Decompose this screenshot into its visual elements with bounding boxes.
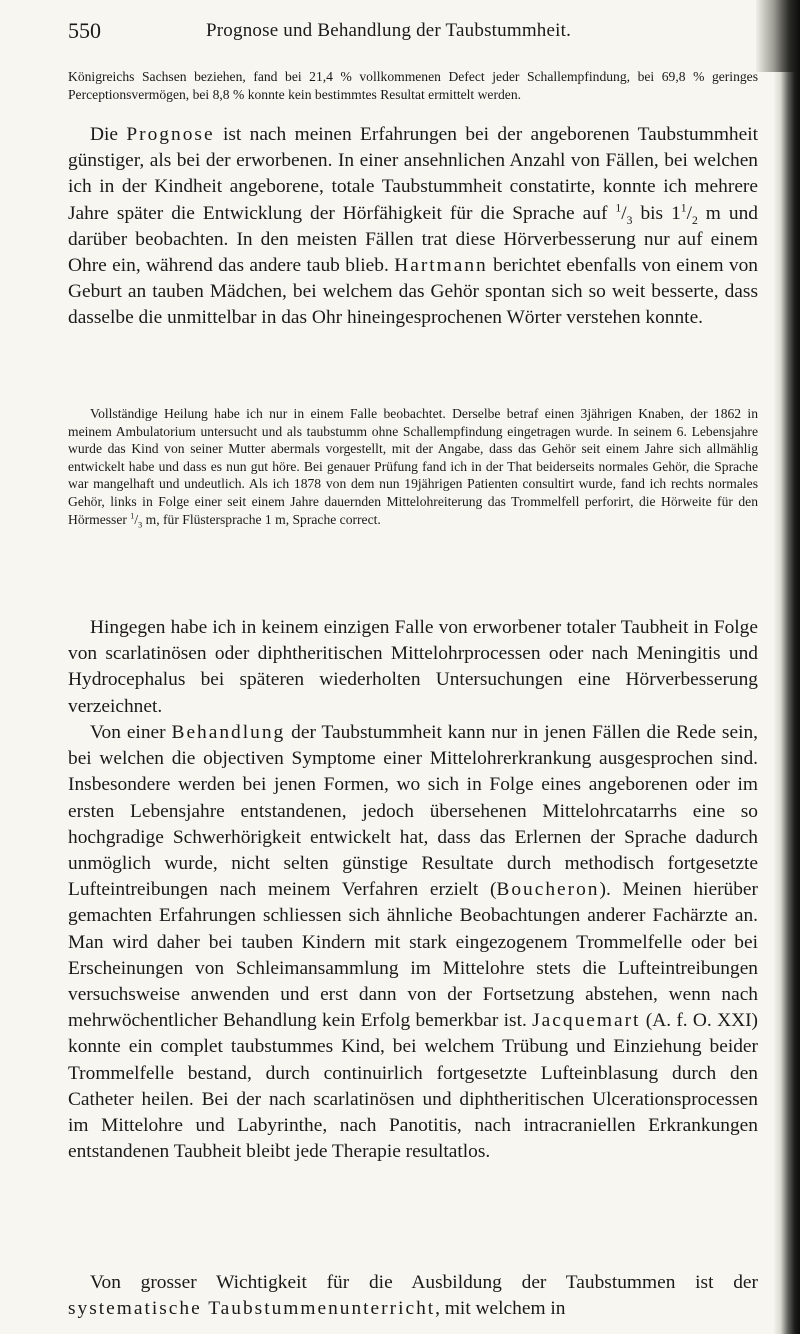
- text-span: , mit welchem in: [435, 1298, 566, 1320]
- fraction-numerator: 1: [130, 511, 135, 521]
- fraction-numerator: 1: [615, 201, 622, 215]
- page-corner-shadow: [756, 0, 800, 72]
- page-number: 550: [68, 18, 101, 43]
- paragraph-case-report: Vollständige Heilung habe ich nur in einem Falle beobachtet. Derselbe betraf einen 3jährigen Knaben, der 1862 in meinem Ambulatorium untersucht und als taubstumm ohne Schallempfindung eingetragen wurde. In seinem 6. Lebensjahre wurde das Kind von seiner Mutter abermals vorgestellt, mit der Angabe, dass das Gehör seit einem Jahre sich allmählig entwickelt habe und dass es nun gut höre. Bei genauer Prüfung fand ich in der That beiderseits normales Gehör, die Sprache war mangelhaft und undeutlich. Als ich 1878 von dem nun 19jährigen Patienten consultirt wurde, fand ich rechts normales Gehör, links in Folge einer seit einem Jahre dauernden Mittelohreiterung das Trommelfell perforirt, die Hörweite für den Hörmesser $^1/_3$ m, für Flüstersprache 1 m, Sprache correct.: [68, 406, 758, 530]
- author-name-jacquemart: Jacquemart: [532, 1010, 641, 1032]
- running-title: Prognose und Behandlung der Taubstummheit.: [206, 20, 572, 41]
- text-span: m und darüber beobachten. In den meisten Fällen trat diese Hörverbesserung nur auf einem Ohre ein, während das andere taub blieb.: [68, 202, 758, 277]
- paragraph-acquired-deafness: Hingegen habe ich in keinem einzigen Falle von erworbener totaler Taubheit in Folge von scarlatinösen oder diphtheritischen Mittelohrprocessen oder nach Meningitis und Hydrocephalus bei späteren wiederholten Untersuchungen eine Hörverbesserung verzeichnet.: [68, 617, 758, 717]
- emphasis-taubstummenunterricht: systematische Taubstummenunterricht: [68, 1298, 436, 1320]
- text-span: bis 1: [632, 202, 681, 224]
- emphasis-prognose: Prognose: [126, 124, 215, 145]
- text-span: m, für Flüstersprache 1 m, Sprache correct.: [142, 511, 381, 527]
- text-span: Von einer: [90, 722, 172, 743]
- fraction-denominator: 3: [626, 213, 633, 227]
- text-span: berichtet ebenfalls von einem von Geburt an tauben Mädchen, bei welchem das Gehör spontan sich so weit besserte, dass dasselbe die unmittelbar in das Ohr hineingesprochenen Wörter verstehen konnte.: [68, 255, 758, 329]
- text-span: (A. f. O. XXI) konnte ein complet taubstummes Kind, bei welchem Trübung und Einziehung beider Trommelfelle bestand, durch continuirlich fortgesetzte Lufteinblasung durch den Catheter heilen. Bei der nach scarlatinösen und diphtheritischen Ulcerationsprocessen im Mittelohre und Labyrinthe, nach Panotitis, nach intracraniellen Erkrankungen entstandenen Taubheit bleibt jede Therapie resultatlos.: [68, 1010, 758, 1163]
- page-edge-shadow: [774, 0, 800, 1334]
- paragraph-treatment: [68, 720, 758, 1165]
- fraction-numerator: 1: [680, 201, 687, 215]
- author-name-boucheron: Boucheron: [496, 879, 600, 901]
- text-span: der Taubstummheit kann nur in jenen Fällen die Rede sein, bei welchen die objectiven Symptome einer Mittelohrerkrankung ausgesprochen sind. Insbesondere werden bei jenen Formen, wo sich in Folge eines angeborenen oder im ersten Lebensjahre entstandenen, jedoch übersehenen Mittelohrcatarrhs eine so hochgradige Schwerhörigkeit entwickelt hat, dass das Erlernen der Sprache dadurch unmöglich wurde, nicht selten günstige Resultate durch methodisch fortgesetzte Lufteintreibungen nach meinem Verfahren erzielt (: [68, 722, 759, 901]
- fraction-denominator: 2: [691, 213, 698, 227]
- emphasis-behandlung: Behandlung: [171, 722, 286, 743]
- paragraph-statistics: Königreichs Sachsen beziehen, fand bei 21,4 % vollkommenen Defect jeder Schallempfindung, bei 69,8 % geringes Perceptionsvermögen, bei 8,8 % konnte kein bestimmtes Resultat ermittelt werden.: [68, 69, 758, 102]
- text-span: Die: [90, 124, 127, 145]
- text-span: ). Meinen hierüber gemachten Erfahrungen schliessen sich ähnliche Beobachtungen anderer Fachärzte an. Man wird daher bei tauben Kindern mit stark eingezogenem Trommelfelle oder bei Erscheinungen von Schleimansammlung im Mittelohre stets die Lufteintreibungen versuchsweise anwenden und erst dann von der Fortsetzung abstehen, wenn nach mehrwöchentlicher Behandlung kein Erfolg bemerkbar ist.: [68, 879, 759, 1032]
- fraction-denominator: 3: [138, 520, 143, 530]
- text-span: Von grosser Wichtigkeit für die Ausbildung der Taubstummen ist der: [90, 1272, 758, 1293]
- paragraph-instruction: [68, 1270, 758, 1322]
- text-span: ist nach meinen Erfahrungen bei der angeborenen Taubstummheit günstiger, als bei der erworbenen. In einer ansehnlichen Anzahl von Fällen, bei welchen ich in der Kindheit angeborene, totale Taubstummheit constatirte, konnte ich mehrere Jahre später die Entwicklung der Hörfähigkeit für die Sprache auf: [68, 124, 758, 224]
- text-span: Vollständige Heilung habe ich nur in einem Falle beobachtet. Derselbe betraf einen 3jährigen Knaben, der 1862 in meinem Ambulatorium untersucht und als taubstumm ohne Schallempfindung eingetragen wurde. In seinem 6. Lebensjahre wurde das Kind von seiner Mutter abermals vorgestellt, mit der Angabe, dass das Gehör seit einem Jahre sich allmählig entwickelt habe und dass es nun gut höre. Bei genauer Prüfung fand ich in der That beiderseits normales Gehör, die Sprache war mangelhaft und undeutlich. Als ich 1878 von dem nun 19jährigen Patienten consultirt wurde, fand ich rechts normales Gehör, links in Folge einer seit einem Jahre dauernden Mittelohreiterung das Trommelfell perforirt, die Hörweite für den Hörmesser: [68, 406, 758, 527]
- running-header: [68, 18, 758, 50]
- paragraph-prognosis: Die Prognose ist nach meinen Erfahrungen bei der angeborenen Taubstummheit günstiger, als bei der erworbenen. In einer ansehnlichen Anzahl von Fällen, bei welchen ich in der Kindheit angeborene, totale Taubstummheit constatirte, konnte ich mehrere Jahre später die Entwicklung der Hörfähigkeit für die Sprache auf $^1/_3$ bis $1^1/_2$ m und darüber beobachten. In den meisten Fällen trat diese Hörverbesserung nur auf einem Ohre ein, während das andere taub blieb. Hartmann berichtet ebenfalls von einem von Geburt an tauben Mädchen, bei welchem das Gehör spontan sich so weit besserte, dass dasselbe die unmittelbar in das Ohr hineingesprochenen Wörter verstehen konnte.: [68, 124, 758, 329]
- author-name-hartmann: Hartmann: [394, 255, 488, 277]
